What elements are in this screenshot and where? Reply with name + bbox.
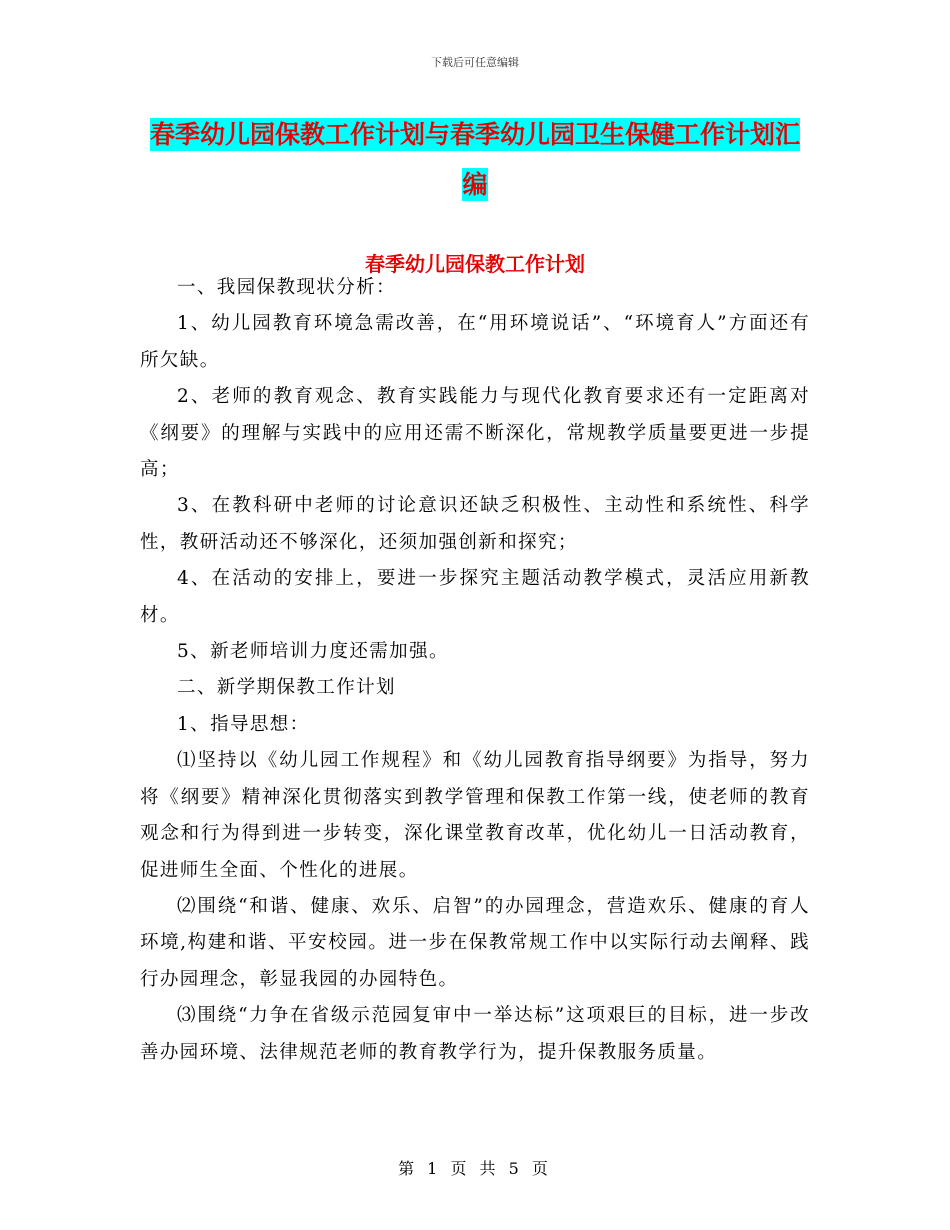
paragraph-heading-2: 二、新学期保教工作计划	[177, 677, 396, 699]
paragraph: 2、老师的教育观念、教育实践能力与现代化教育要求还有一定距离对《纲要》的理解与实践中的应用还需不断深化，常规教学质量要更进一步提高；	[140, 386, 810, 481]
header-note: 下载后可任意编辑	[431, 56, 519, 69]
paragraph: 4、在活动的安排上，要进一步探究主题活动教学模式，灵活应用新教材。	[140, 568, 810, 626]
paragraph: 1、幼儿园教育环境急需改善，在“用环境说话”、“环境育人”方面还有所欠缺。	[140, 313, 810, 371]
document-title-highlight: 春季幼儿园保教工作计划与春季幼儿园卫生保健工作计划汇编	[149, 120, 800, 199]
paragraph-heading-1: 一、我园保教现状分析：	[177, 277, 396, 298]
paragraph: ⑵围绕“和谐、健康、欢乐、启智”的办园理念，营造欢乐、健康的育人环境,构建和谐、平安校园。进一步在保教常规工作中以实际行动去阐释、践行办园理念，彰显我园的办园特色。	[140, 895, 810, 990]
section-title: 春季幼儿园保教工作计划	[365, 252, 585, 276]
paragraph: 3、在教科研中老师的讨论意识还缺乏积极性、主动性和系统性、科学性，教研活动还不够深化，还须加强创新和探究；	[140, 495, 810, 553]
paragraph: ⑴坚持以《幼儿园工作规程》和《幼儿园教育指导纲要》为指导，努力将《纲要》精神深化贯彻落实到教学管理和保教工作第一线，使老师的教育观念和行为得到进一步转变，深化课堂教育改革，优化幼儿一日活动教育，促进师生全面、个性化的进展。	[140, 750, 810, 881]
paragraph-subheading: 1、指导思想：	[177, 713, 310, 735]
document-title	[140, 110, 810, 210]
page-footer: 第 1 页 共 5 页	[398, 1159, 552, 1178]
body-text	[140, 270, 810, 1071]
paragraph: ⑶围绕“力争在省级示范园复审中一举达标”这项艰巨的目标，进一步改善办园环境、法律规范老师的教育教学行为，提升保教服务质量。	[140, 1005, 810, 1063]
paragraph: 5、新老师培训力度还需加强。	[177, 641, 449, 663]
